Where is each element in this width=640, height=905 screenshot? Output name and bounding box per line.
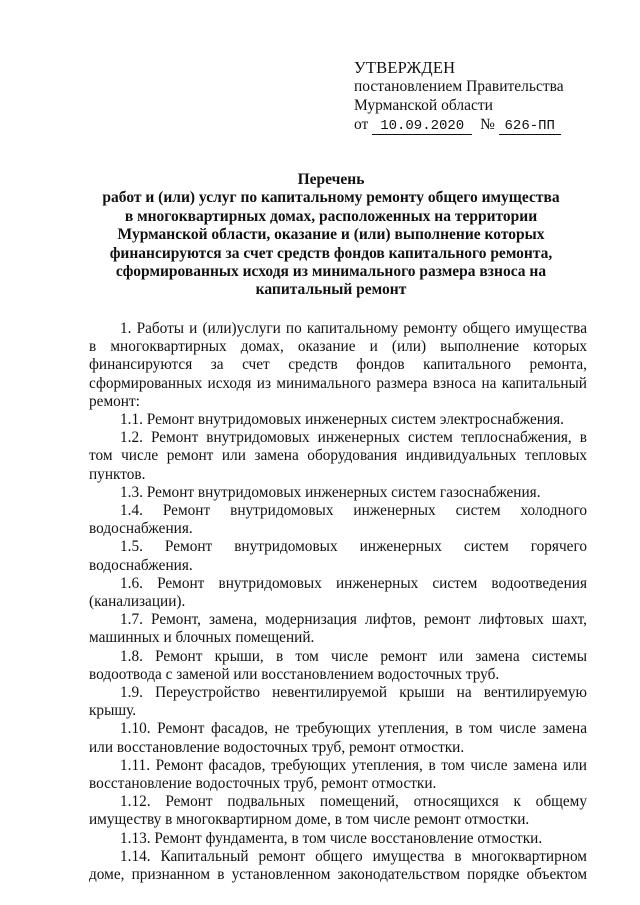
- approval-line-region: Мурманской области: [354, 97, 493, 114]
- item-1-4: 1.4. Ремонт внутридомовых инженерных систем холодного водоснабжения.: [89, 502, 587, 538]
- title-line-6: сформированных исходя из минимального размера взноса на: [115, 263, 547, 281]
- title-line-2: работ и (или) услуг по капитальному ремонту общего имущества: [102, 189, 560, 207]
- item-1-3: 1.3. Ремонт внутридомовых инженерных систем газоснабжения.: [120, 483, 541, 501]
- document-title: [70, 171, 592, 300]
- item-1-6: 1.6. Ремонт внутридомовых инженерных систем водоотведения (канализации).: [89, 574, 587, 611]
- approval-date-line: [354, 115, 624, 135]
- item-1-12: 1.12. Ремонт подвальных помещений, относящихся к общему имуществу в многоквартирном доме, в том числе ремонт отмостки.: [89, 793, 587, 829]
- decree-number: 626-ПП: [499, 119, 561, 135]
- item-1-14: 1.14. Капитальный ремонт общего имущества в многоквартирном доме, признанном в установленном законодательством порядке объектом: [89, 847, 587, 884]
- date-prefix: от: [354, 116, 369, 133]
- item-1-8: 1.8. Ремонт крыши, в том числе ремонт или замена системы водоотвода с заменой или восстановлением водосточных труб.: [89, 647, 587, 683]
- title-line-3: в многоквартирных домах, расположенных на территории: [124, 207, 538, 225]
- item-1: 1. Работы и (или)услуги по капитальному ремонту общего имущества в многоквартирных домах, оказание и (или) выполнение которых финансируются за счет средств фондов капитального ремонта, сформированных исходя из минимального размера взноса на капитальный ремонт:: [89, 320, 587, 410]
- item-1-1: 1.1. Ремонт внутридомовых инженерных систем электроснабжения.: [120, 411, 564, 429]
- approval-line-decree: постановлением Правительства: [354, 78, 564, 95]
- item-1-2: 1.2. Ремонт внутридомовых инженерных систем теплоснабжения, в том числе ремонт или замена оборудования индивидуальных тепловых пунктов.: [89, 429, 587, 483]
- decree-date: 10.09.2020: [372, 119, 472, 135]
- title-line-7: капитальный ремонт: [255, 281, 407, 299]
- approval-block: [354, 58, 624, 135]
- item-1-11: 1.11. Ремонт фасадов, требующих утепления, в том числе замена или восстановление водосточных труб, ремонт отмостки.: [89, 756, 587, 793]
- item-1-10: 1.10. Ремонт фасадов, не требующих утепления, в том числе замена или восстановление водосточных труб, ремонт отмостки.: [89, 720, 587, 756]
- number-prefix: №: [480, 116, 495, 133]
- title-line-5: финансируются за счет средств фондов капитального ремонта,: [109, 244, 553, 262]
- item-1-7: 1.7. Ремонт, замена, модернизация лифтов, ремонт лифтовых шахт, машинных и блочных помещений.: [89, 611, 587, 647]
- title-line-1: Перечень: [297, 171, 365, 188]
- item-1-9: 1.9. Переустройство невентилируемой крыши на вентилируемую крышу.: [89, 684, 587, 720]
- approval-heading: УТВЕРЖДЕН: [354, 58, 456, 77]
- title-line-4: Мурманской области, оказание и (или) выполнение которых: [117, 226, 545, 244]
- document-body: [89, 320, 587, 884]
- item-1-13: 1.13. Ремонт фундамента, в том числе восстановление отмостки.: [120, 829, 543, 847]
- item-1-5: 1.5. Ремонт внутридомовых инженерных систем горячего водоснабжения.: [89, 538, 587, 574]
